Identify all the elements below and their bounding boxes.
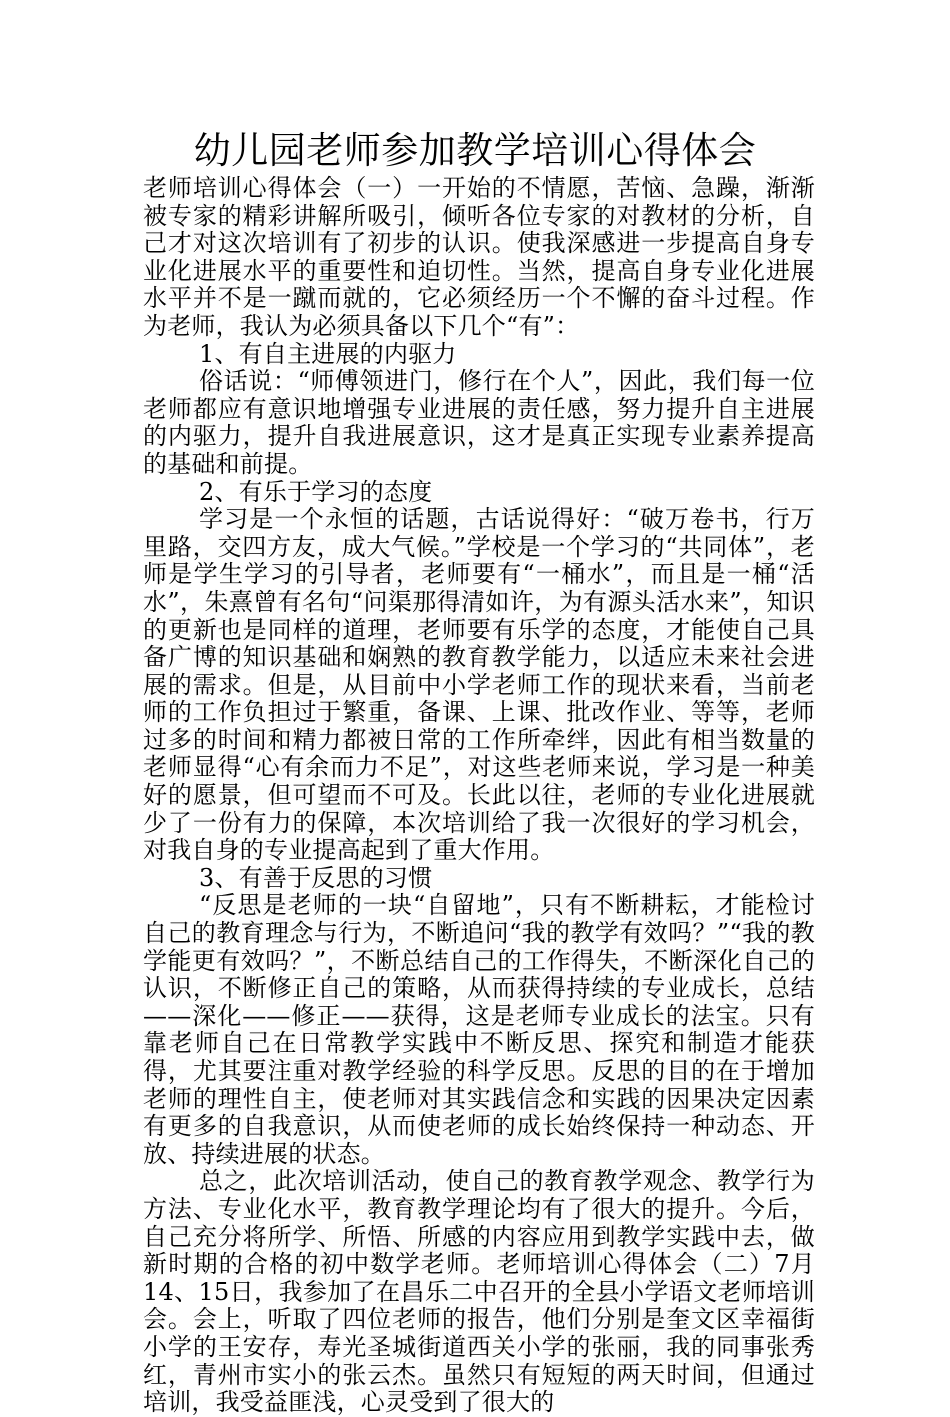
paragraph-section-3: “反思是老师的一块“自留地”，只有不断耕耘，才能检讨自己的教育理念与行为，不断追问“我的教学有效吗？”“我的教学能更有效吗？”，不断总结自己的工作得失，不断深化自己的认识，不断修正自己的策略，从而获得持续的专业成长，总结——深化——修正——获得，这是老师专业成长的法宝。只有靠老师自己在日常教学实践中不断反思、探究和制造才能获得，尤其要注重对教学经验的科学反思。反思的目的在于增加老师的理性自主，使老师对其实践信念和实践的因果决定因素有更多的自我意识，从而使老师的成长始终保持一种动态、开放、持续进展的状态。 [143, 891, 815, 1168]
section-heading-2: 2、有乐于学习的态度 [199, 477, 433, 506]
paragraph-summary: 总之，此次培训活动，使自己的教育教学观念、教学行为方法、专业化水平，教育教学理论均有了很大的提升。今后，自己充分将所学、所悟、所感的内容应用到教学实践中去，做新时期的合格的初中数学老师。老师培训心得体会（二）7月14、15日，我参加了在昌乐二中召开的全县小学语文老师培训会。会上，听取了四位老师的报告，他们分别是奎文区幸福街小学的王安存，寿光圣城街道西关小学的张丽，我的同事张秀红，青州市实小的张云杰。虽然只有短短的两天时间，但通过培训，我受益匪浅，心灵受到了很大的 [143, 1167, 815, 1417]
document-title: 幼儿园老师参加教学培训心得体会 [193, 129, 757, 172]
document-body [143, 175, 815, 1417]
paragraph-section-2: 学习是一个永恒的话题，古话说得好：“破万卷书，行万里路，交四方友，成大气候。”学校是一个学习的“共同体”，老师是学生学习的引导者，老师要有“一桶水”，而且是一桶“活水”，朱熹曾有名句“问渠那得清如许，为有源头活水来”，知识的更新也是同样的道理，老师要有乐学的态度，才能使自己具备广博的知识基础和娴熟的教育教学能力，以适应未来社会进展的需求。但是，从目前中小学老师工作的现状来看，当前老师的工作负担过于繁重，备课、上课、批改作业、等等，老师过多的时间和精力都被日常的工作所牵绊，因此有相当数量的老师显得“心有余而力不足”，对这些老师来说，学习是一种美好的愿景，但可望而不可及。长此以往，老师的专业化进展就少了一份有力的保障，本次培训给了我一次很好的学习机会，对我自身的专业提高起到了重大作用。 [143, 505, 815, 865]
paragraph-section-1: 俗话说：“师傅领进门，修行在个人”，因此，我们每一位老师都应有意识地增强专业进展的责任感，努力提升自主进展的内驱力，提升自我进展意识，这才是真正实现专业素养提高的基础和前提。 [143, 367, 815, 478]
section-heading-1: 1、有自主进展的内驱力 [199, 339, 457, 368]
section-heading-3: 3、有善于反思的习惯 [199, 863, 433, 892]
paragraph-intro: 老师培训心得体会（一）一开始的不情愿，苦恼、急躁，渐渐被专家的精彩讲解所吸引，倾听各位专家的对教材的分析，自己才对这次培训有了初步的认识。使我深感进一步提高自身专业化进展水平的重要性和迫切性。当然，提高自身专业化进展水平并不是一蹴而就的，它必须经历一个不懈的奋斗过程。作为老师，我认为必须具备以下几个“有”： [143, 174, 815, 340]
